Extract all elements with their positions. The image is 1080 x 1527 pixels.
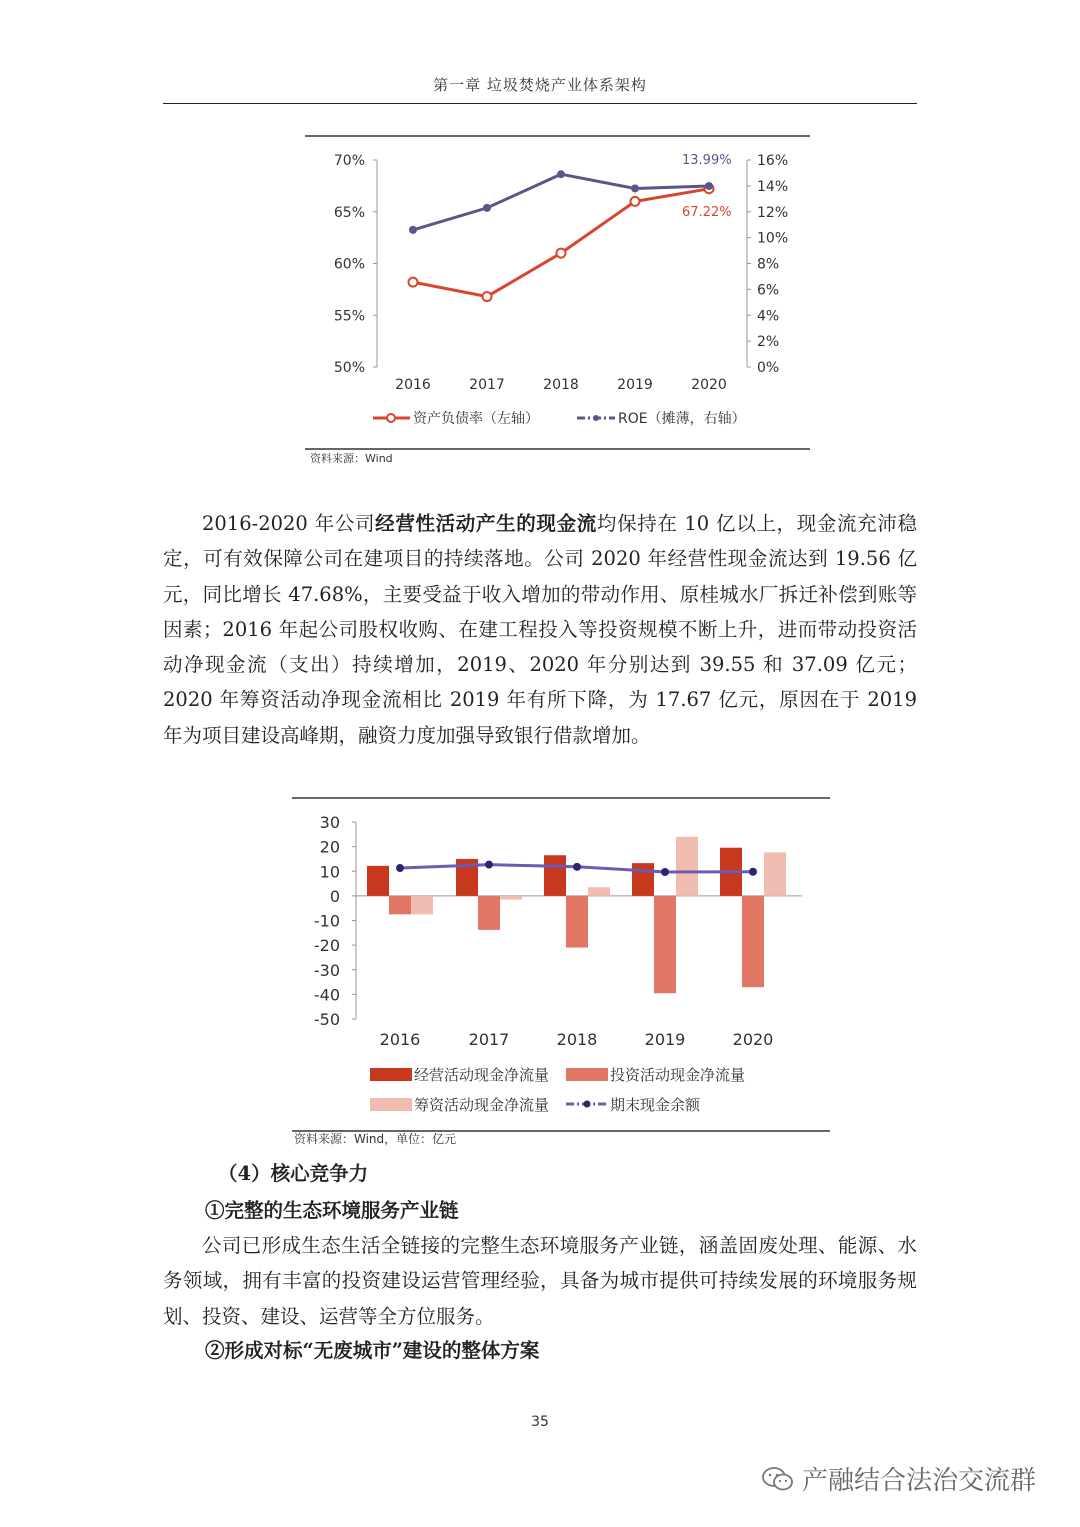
left-tick-label: 65% [333,204,365,221]
legend-financing-label: 筹资活动现金净流量 [414,1096,550,1114]
investing-bar [654,896,676,993]
y-tick-label: -40 [313,985,340,1005]
cash-balance-point [573,863,581,871]
investing-bar [389,896,411,914]
financing-bar [588,887,610,896]
right-tick-label: 4% [757,308,780,325]
debt-ratio-line [413,189,709,297]
right-tick-label: 8% [757,256,780,273]
chart2-source: 资料来源：Wind，单位：亿元 [294,1132,457,1146]
x-tick-label: 2019 [644,1030,686,1049]
legend-debt-marker [387,414,395,422]
subheading-industry-chain: ①完整的生态环境服务产业链 [205,1199,459,1222]
debt-ratio-point [409,278,418,287]
chart-debt-roe [305,133,815,468]
x-tick-label: 2019 [617,377,653,393]
legend-investing-swatch [566,1068,608,1081]
x-tick-label: 2016 [395,377,431,393]
y-tick-label: 10 [319,862,340,882]
paragraph-cashflow: 2016-2020 年公司经营性活动产生的现金流均保持在 10 亿以上，现金流充沛稳定，可有效保障公司在建项目的持续落地。公司 2020 年经营性现金流达到 19.56 亿元，同比增长 47.68%，主要受益于收入增加的带动作用、原桂城水厂拆迁补偿到账等因素；2016 年起公司股权收购、在建工程投入等投资规模不断上升，进而带动投资活动净现金流（支出）持续增加，2019、2020 年分别达到 39.55 和 37.09 亿元；2020 年筹资活动净现金流相比 2019 年有所下降，为 17.67 亿元，原因在于 2019 年为项目建设高峰期，融资力度加强导致银行借款增加。 [163,512,917,747]
page-header: 第一章 垃圾焚烧产业体系架构 [433,76,647,94]
cash-balance-point [485,861,493,869]
x-tick-label: 2020 [732,1030,774,1049]
operating-bar [544,855,566,896]
right-tick-label: 14% [757,178,789,195]
chart-cashflow [290,795,835,1155]
y-tick-label: -20 [313,936,340,956]
cash-balance-point [749,868,757,876]
page-number: 35 [531,1414,549,1430]
x-tick-label: 2017 [468,1030,510,1049]
left-tick-label: 70% [333,153,365,169]
roe-annotation: 13.99% [682,153,732,168]
roe-point [705,182,713,190]
financing-bar [500,896,522,900]
legend-operating-swatch [370,1068,412,1081]
right-tick-label: 10% [757,230,789,247]
investing-bar [478,896,500,930]
right-tick-label: 2% [757,334,780,351]
legend-balance-label: 期末现金余额 [610,1096,701,1114]
y-tick-label: -50 [313,1010,340,1029]
y-tick-label: -30 [313,960,340,980]
right-tick-label: 16% [757,153,789,169]
x-tick-label: 2020 [691,377,727,393]
right-tick-label: 12% [757,204,789,221]
x-tick-label: 2018 [556,1030,598,1049]
bold-phrase: 经营性活动产生的现金流 [375,512,597,535]
x-tick-label: 2016 [379,1030,421,1049]
subheading-zero-waste-city: ②形成对标“无废城市”建设的整体方案 [205,1339,540,1362]
y-tick-label: 0 [329,886,340,906]
legend-investing-label: 投资活动现金净流量 [610,1066,746,1084]
x-tick-label: 2017 [469,377,505,393]
left-tick-label: 55% [333,308,365,325]
chart1-source: 资料来源：Wind [310,452,393,465]
section-heading-core-competitiveness: （4）核心竞争力 [218,1162,369,1185]
y-tick-label: 30 [319,813,340,832]
debt-ratio-point [483,292,492,301]
debt-ratio-point [557,249,566,258]
legend-financing-swatch [370,1098,412,1111]
wechat-icon [760,1464,796,1494]
y-tick-label: -10 [313,911,340,931]
roe-point [557,170,565,178]
financing-bar [676,837,698,896]
roe-point [631,184,639,192]
legend-debt-label: 资产负债率（左轴） [413,411,539,427]
operating-bar [367,866,389,896]
watermark [760,1460,1036,1497]
financing-bar [764,852,786,896]
roe-line [413,174,709,230]
watermark-text: 产融结合法治交流群 [802,1466,1037,1496]
legend-balance-marker [584,1101,591,1108]
legend-roe-marker [593,415,599,421]
debt-ratio-point [631,197,640,206]
x-tick-label: 2018 [543,377,579,393]
y-tick-label: 20 [319,837,340,857]
right-tick-label: 6% [757,282,780,299]
cash-balance-point [661,868,669,876]
left-tick-label: 60% [333,256,365,273]
investing-bar [742,896,764,987]
paragraph-industry-chain: 公司已形成生态生活全链接的完整生态环境服务产业链，涵盖固废处理、能源、水务领域，拥有丰富的投资建设运营管理经验，具备为城市提供可持续发展的环境服务规划、投资、建设、运营等全方位服务。 [163,1234,917,1328]
left-tick-label: 50% [333,360,365,376]
roe-point [409,226,417,234]
investing-bar [566,896,588,948]
cash-balance-point [396,864,404,872]
legend-operating-label: 经营活动现金净流量 [414,1066,550,1084]
legend-roe-label: ROE（摊薄，右轴） [618,411,746,427]
debt-annotation: 67.22% [682,205,732,220]
header-rule [163,103,917,104]
roe-point [483,204,491,212]
right-tick-label: 0% [757,360,780,376]
financing-bar [411,896,433,914]
operating-bar [632,863,654,896]
